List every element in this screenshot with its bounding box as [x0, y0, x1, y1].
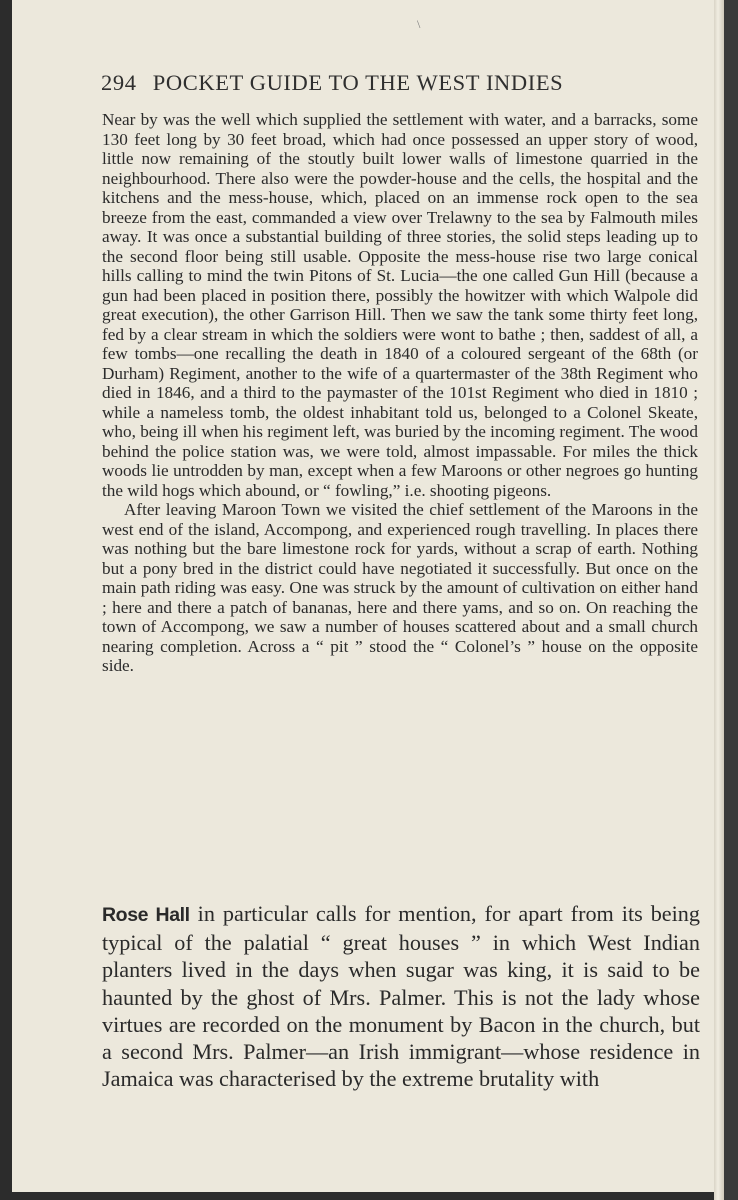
- section-rose-hall: [102, 900, 700, 1092]
- page-number: 294: [101, 70, 137, 95]
- ink-mark: \: [417, 17, 421, 31]
- running-title: POCKET GUIDE TO THE WEST INDIES: [152, 70, 564, 95]
- section-paragraph: [102, 900, 700, 1092]
- running-header: [101, 70, 661, 96]
- page-edge: [714, 0, 724, 1200]
- section-text: in particular calls for mention, for apart from its being typical of the palatial “ great houses ” in which West Indian planters lived in the days when sugar was king, it is said to be haunted by the ghost of Mrs. Palmer. This is not the lady whose virtues are recorded on the monument by Bacon in the church, but a second Mrs. Palmer—an Irish immigrant—whose residence in Jamaica was characterised by the extreme brutality with: [102, 901, 700, 1092]
- body-text: [102, 110, 698, 676]
- book-spine-shadow: [724, 0, 738, 1200]
- paragraph-1: Near by was the well which supplied the settlement with water, and a barracks, some 130 feet long by 30 feet broad, which had once possessed an upper story of wood, little now remaining of the stoutly built lower walls of limestone quarried in the neighbourhood. There also were the powder-house and the cells, the hospital and the kitchens and the mess-house, which, placed on an immense rock open to the sea breeze from the east, commanded a view over Trelawny to the sea by Falmouth miles away. It was once a substantial building of three stories, the solid steps leading up to the second floor being still usable. Opposite the mess-house rise two large conical hills calling to mind the twin Pitons of St. Lucia—the one called Gun Hill (because a gun had been placed in position there, possibly the howitzer with which Walpole did great execution), the other Garrison Hill. Then we saw the tank some thirty feet long, fed by a clear stream in which the soldiers were wont to bathe ; then, saddest of all, a few tombs—one recalling the death in 1840 of a coloured sergeant of the 68th (or Durham) Regiment, another to the wife of a quartermaster of the 38th Regiment who died in 1846, and a third to the paymaster of the 101st Regiment who died in 1810 ; while a nameless tomb, the oldest inhabitant told us, belonged to a Colonel Skeate, who, being ill when his regiment left, was buried by the incoming regiment. The wood behind the police station was, we were told, almost impassable. For miles the thick woods lie untrodden by man, except when a few Maroons or other negroes go hunting the wild hogs which abound, or “ fowling,” i.e. shooting pigeons.: [102, 110, 698, 500]
- section-heading: Rose Hall: [102, 904, 190, 926]
- paragraph-2: After leaving Maroon Town we visited the chief settlement of the Maroons in the west end of the island, Accompong, and experienced rough travelling. In places there was nothing but the bare limestone rock for yards, without a scrap of earth. Nothing but a pony bred in the district could have negotiated it successfully. But once on the main path riding was easy. One was struck by the amount of cultivation on either hand ; here and there a patch of bananas, here and there yams, and so on. On reaching the town of Accompong, we saw a number of houses scattered about and a small church nearing completion. Across a “ pit ” stood the “ Colonel’s ” house on the opposite side.: [102, 500, 698, 675]
- book-page: [12, 0, 714, 1192]
